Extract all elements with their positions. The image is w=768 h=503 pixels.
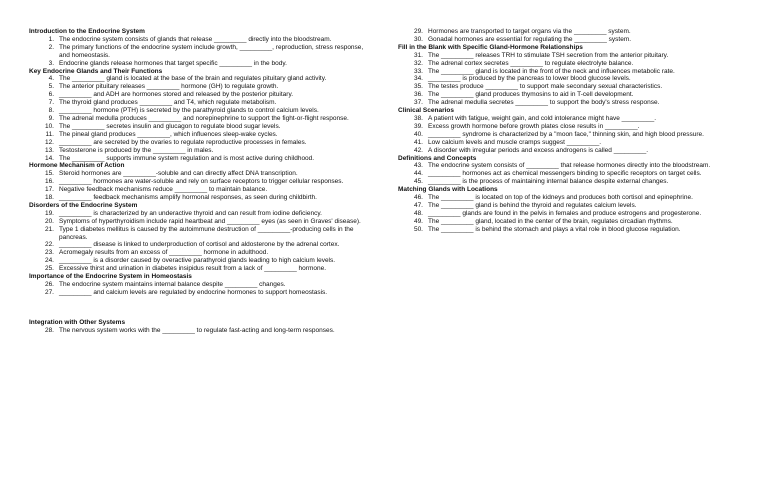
question-item <box>29 115 367 123</box>
question-text: Endocrine glands release hormones that target specific _________ in the body. <box>59 59 287 67</box>
question-item <box>29 36 367 44</box>
question-text: The testes produce _________ to support male secondary sexual characteristics. <box>428 83 663 91</box>
question-text: A patient with fatigue, weight gain, and cold intolerance might have _________. <box>428 114 657 122</box>
question-number: 45. <box>413 178 423 186</box>
question-text: The _________ is behind the stomach and plays a vital role in blood glucose regulation. <box>428 225 681 233</box>
section-heading: Disorders of the Endocrine System <box>29 201 138 209</box>
question-number: 10. <box>44 122 54 130</box>
question-text: _________ glands are found in the pelvis in females and produce estrogens and progesterone. <box>428 209 702 217</box>
question-text: The adrenal cortex secretes _________ to regulate electrolyte balance. <box>428 59 634 67</box>
question-text: _________ hormones are water-soluble and rely on surface receptors to trigger cellular responses. <box>59 178 344 186</box>
question-number: 46. <box>413 194 423 202</box>
question-item <box>398 75 738 83</box>
question-item <box>398 123 738 131</box>
question-item <box>29 186 367 194</box>
question-number: 16. <box>44 178 54 186</box>
question-number: 15. <box>44 170 54 178</box>
section-heading: Hormone Mechanism of Action <box>29 162 125 170</box>
question-number: 7. <box>48 99 54 107</box>
left-column <box>29 28 367 335</box>
question-item <box>29 327 367 335</box>
question-text: The endocrine system consists of _________ that release hormones directly into the bloodstream. <box>428 162 711 170</box>
question-item <box>29 210 367 218</box>
question-number: 28. <box>44 326 54 334</box>
question-item <box>398 194 738 202</box>
question-text: Negative feedback mechanisms reduce _________ to maintain balance. <box>59 186 268 194</box>
question-number: 1. <box>48 35 54 43</box>
question-text: Low calcium levels and muscle cramps suggest _________. <box>428 138 602 146</box>
question-text: Acromegaly results from an excess of _________ hormone in adulthood. <box>59 249 269 257</box>
question-item <box>29 139 367 147</box>
question-number: 47. <box>413 201 423 209</box>
question-number: 36. <box>413 91 423 99</box>
question-item <box>398 36 738 44</box>
question-number: 11. <box>45 130 54 138</box>
question-text: The nervous system works with the _________ to regulate fast-acting and long-term responses. <box>59 326 335 334</box>
question-number: 19. <box>44 209 54 217</box>
question-text: The _________ releases TRH to stimulate TSH secretion from the anterior pituitary. <box>428 51 669 59</box>
question-number: 13. <box>44 146 54 154</box>
question-number: 3. <box>48 59 54 67</box>
question-text: The _________ secretes insulin and glucagon to regulate blood sugar levels. <box>59 122 281 130</box>
question-item <box>29 218 367 226</box>
question-text: The anterior pituitary releases _________ hormone (GH) to regulate growth. <box>59 83 279 91</box>
question-item <box>29 75 367 83</box>
question-item <box>398 99 738 107</box>
question-number: 18. <box>44 194 54 202</box>
question-text: The pineal gland produces _________, which influences sleep-wake cycles. <box>59 130 278 138</box>
question-number: 9. <box>48 114 54 122</box>
question-item <box>398 139 738 147</box>
question-text: _________ hormone (PTH) is secreted by the parathyroid glands to control calcium levels. <box>59 107 319 115</box>
question-text: The _________ gland is located in the front of the neck and influences metabolic rate. <box>428 67 675 75</box>
question-number: 2. <box>48 43 54 51</box>
question-text: Steroid hormones are _________-soluble and can directly affect DNA transcription. <box>59 170 298 178</box>
question-item <box>29 289 367 297</box>
question-text: The primary functions of the endocrine system include growth, _________, reproduction, stress response, and homeostasis. <box>59 43 364 59</box>
question-item <box>398 131 738 139</box>
question-number: 29. <box>413 28 423 35</box>
question-text: _________ are secreted by the ovaries to regulate reproductive processes in females. <box>59 138 307 146</box>
question-number: 41. <box>413 138 423 146</box>
question-number: 38. <box>413 114 423 122</box>
question-item <box>29 257 367 265</box>
question-text: The thyroid gland produces _________ and T4, which regulate metabolism. <box>59 99 277 107</box>
question-text: _________ is characterized by an underactive thyroid and can result from iodine deficiency. <box>59 209 322 217</box>
question-number: 35. <box>413 83 423 91</box>
question-item <box>398 115 738 123</box>
question-number: 21. <box>44 225 54 233</box>
question-number: 4. <box>48 75 54 83</box>
question-item <box>29 107 367 115</box>
question-text: _________ disease is linked to underproduction of cortisol and aldosterone by the adrenal cortex. <box>59 241 340 249</box>
question-text: Type 1 diabetes mellitus is caused by the autoimmune destruction of _________-producing cells in the pancreas. <box>59 225 354 241</box>
question-text: Excess growth hormone before growth plates close results in _________. <box>428 122 640 130</box>
question-text: Testosterone is produced by the _________ in males. <box>59 146 214 154</box>
question-number: 6. <box>48 91 54 99</box>
question-item <box>29 226 367 242</box>
question-number: 49. <box>413 217 423 225</box>
section-heading: Integration with Other Systems <box>29 318 126 326</box>
question-text: _________ syndrome is characterized by a "moon face," thinning skin, and high blood pressure. <box>428 130 704 138</box>
question-number: 23. <box>44 249 54 257</box>
question-text: Excessive thirst and urination in diabetes insipidus result from a lack of _________ hormone. <box>59 265 327 273</box>
question-item <box>29 60 367 68</box>
section-heading: Definitions and Concepts <box>398 154 477 162</box>
question-item <box>29 178 367 186</box>
question-item <box>398 147 738 155</box>
section-heading: Matching Glands with Locations <box>398 186 498 194</box>
question-text: Gonadal hormones are essential for regulating the _________ system. <box>428 35 632 43</box>
question-number: 5. <box>48 83 54 91</box>
question-number: 8. <box>48 107 54 115</box>
question-text: _________ and calcium levels are regulated by endocrine hormones to support homeostasis. <box>59 288 328 296</box>
question-text: The adrenal medulla secretes _________ to support the body's stress response. <box>428 99 660 107</box>
question-text: _________ is produced by the pancreas to lower blood glucose levels. <box>428 75 631 83</box>
question-number: 40. <box>413 130 423 138</box>
question-text: _________ and ADH are hormones stored and released by the posterior pituitary. <box>59 91 294 99</box>
question-text: Symptoms of hyperthyroidism include rapid heartbeat and _________ eyes (as seen in Graves' disease). <box>59 217 361 225</box>
question-item <box>29 83 367 91</box>
question-item <box>398 162 738 170</box>
question-text: The _________ supports immune system regulation and is most active during childhood. <box>59 154 315 162</box>
question-number: 25. <box>44 265 54 273</box>
question-text: The _________ is located on top of the kidneys and produces both cortisol and epinephrine. <box>428 194 693 202</box>
section-heading: Introduction to the Endocrine System <box>29 28 145 35</box>
section-heading: Clinical Scenarios <box>398 107 454 115</box>
question-item <box>398 91 738 99</box>
question-item <box>29 44 367 60</box>
question-text: _________ hormones act as chemical messengers binding to specific receptors on target cells. <box>428 170 702 178</box>
question-text: The _________ gland produces thymosins to aid in T-cell development. <box>428 91 634 99</box>
question-number: 33. <box>413 67 423 75</box>
question-number: 50. <box>413 225 423 233</box>
question-item <box>29 131 367 139</box>
question-item <box>29 123 367 131</box>
question-item <box>398 68 738 76</box>
question-number: 22. <box>44 241 54 249</box>
question-number: 44. <box>413 170 423 178</box>
question-text: The _________ gland is behind the thyroid and regulates calcium levels. <box>428 201 637 209</box>
question-item <box>398 83 738 91</box>
question-item <box>398 202 738 210</box>
question-item <box>29 265 367 273</box>
question-number: 42. <box>413 146 423 154</box>
question-item <box>29 155 367 163</box>
question-item <box>398 170 738 178</box>
question-item <box>29 281 367 289</box>
question-text: A disorder with irregular periods and excess androgens is called _________. <box>428 146 649 154</box>
question-item <box>29 249 367 257</box>
question-item <box>29 91 367 99</box>
question-number: 30. <box>413 35 423 43</box>
question-text: _________ is the process of maintaining internal balance despite external changes. <box>428 178 669 186</box>
question-text: The adrenal medulla produces _________ and norepinephrine to support the fight-or-flight response. <box>59 114 349 122</box>
question-text: The endocrine system consists of glands that release _________ directly into the bloodstream. <box>59 35 332 43</box>
section-heading: Key Endocrine Glands and Their Functions <box>29 67 163 75</box>
question-item <box>398 28 738 36</box>
question-text: Hormones are transported to target organs via the _________ system. <box>428 28 631 35</box>
question-item <box>29 241 367 249</box>
question-number: 26. <box>44 281 54 288</box>
question-item <box>29 147 367 155</box>
question-number: 34. <box>413 75 423 83</box>
question-number: 24. <box>44 257 54 265</box>
question-number: 27. <box>44 288 54 296</box>
right-column <box>398 28 738 234</box>
question-item <box>398 218 738 226</box>
question-number: 39. <box>413 122 423 130</box>
question-item <box>398 210 738 218</box>
section-heading: Importance of the Endocrine System in Homeostasis <box>29 273 192 281</box>
question-text: The _________ gland is located at the base of the brain and regulates pituitary gland activity. <box>59 75 327 83</box>
question-number: 20. <box>44 217 54 225</box>
question-text: The endocrine system maintains internal balance despite _________ changes. <box>59 281 286 288</box>
section-heading: Fill in the Blank with Specific Gland-Hormone Relationships <box>398 43 583 51</box>
question-item <box>398 226 738 234</box>
question-number: 37. <box>413 99 423 107</box>
question-number: 31. <box>413 51 423 59</box>
question-text: _________ feedback mechanisms amplify hormonal responses, as seen during childbirth. <box>59 194 317 202</box>
question-item <box>398 52 738 60</box>
question-text: The _________ gland, located in the center of the brain, regulates circadian rhythms. <box>428 217 673 225</box>
question-number: 14. <box>44 154 54 162</box>
question-number: 48. <box>413 209 423 217</box>
question-item <box>29 99 367 107</box>
question-number: 32. <box>413 59 423 67</box>
question-number: 43. <box>413 162 423 170</box>
question-number: 17. <box>44 186 54 194</box>
question-item <box>29 170 367 178</box>
question-number: 12. <box>44 138 54 146</box>
question-text: _________ is a disorder caused by overactive parathyroid glands leading to high calcium levels. <box>59 257 336 265</box>
question-item <box>398 178 738 186</box>
question-item <box>398 60 738 68</box>
question-item <box>29 194 367 202</box>
